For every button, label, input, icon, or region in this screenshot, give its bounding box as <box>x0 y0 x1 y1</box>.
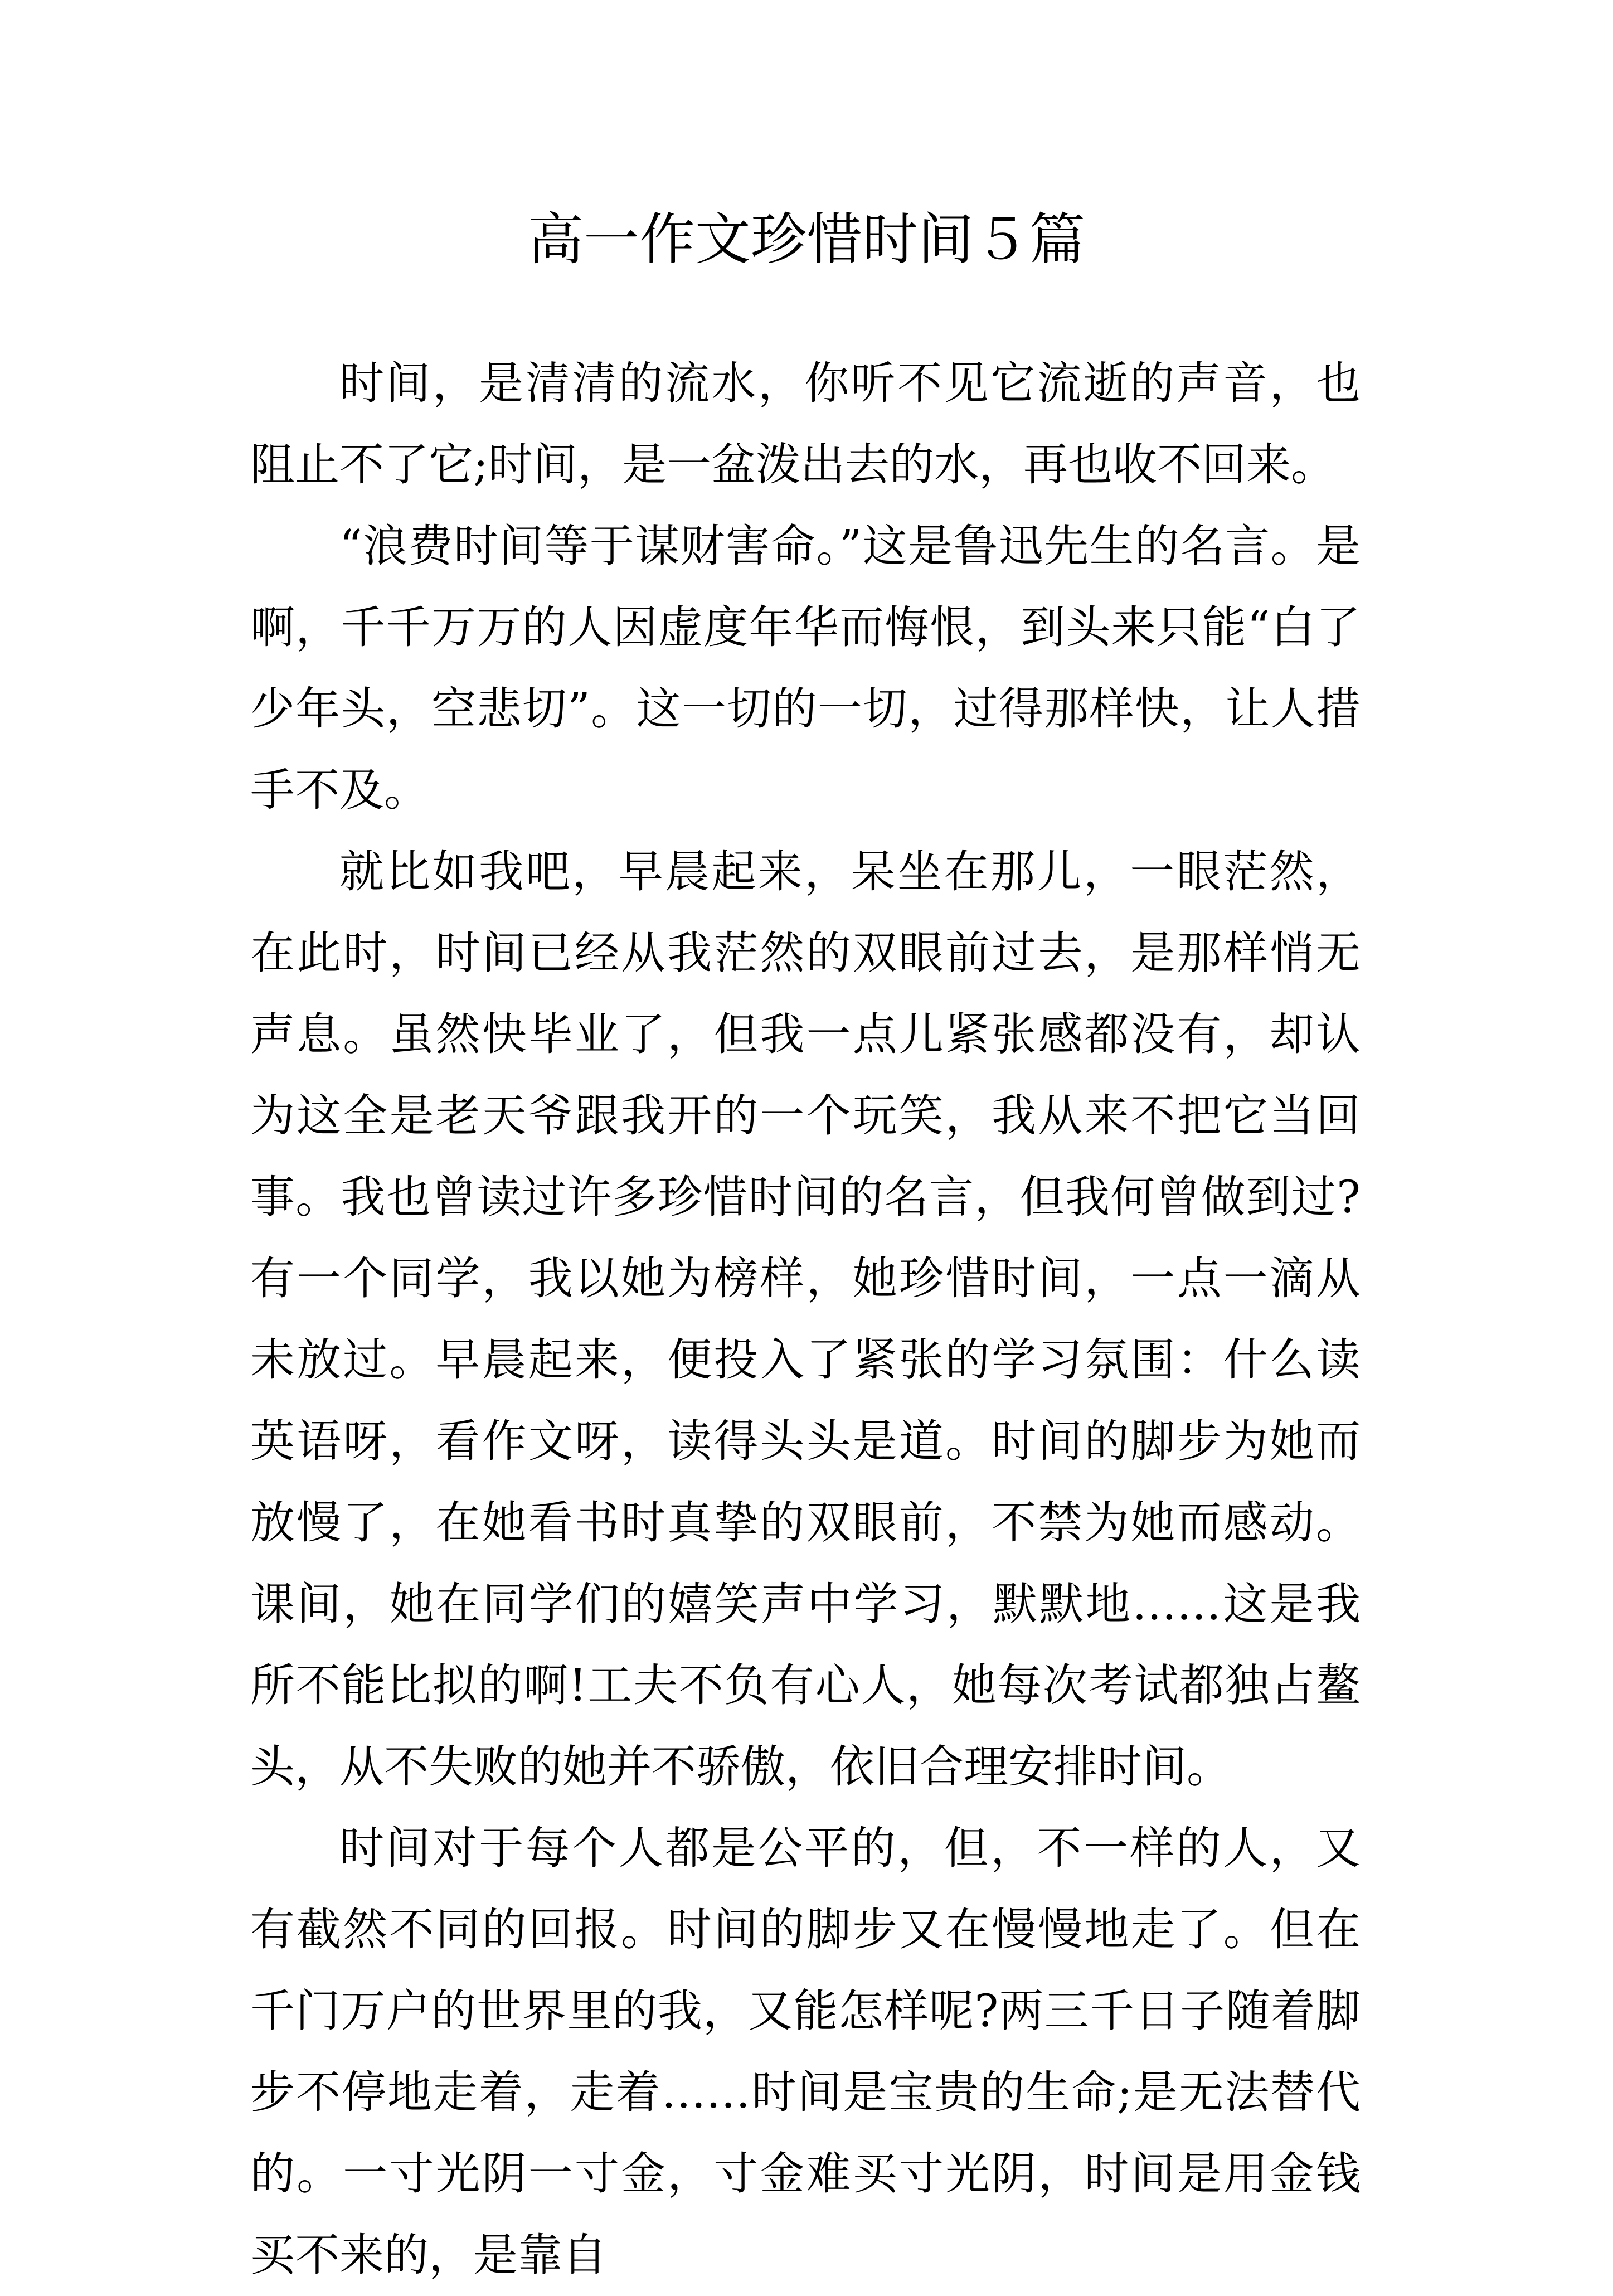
document-title: 高一作文珍惜时间５篇 <box>528 207 1085 272</box>
paragraph: 就比如我吧，早晨起来，呆坐在那儿，一眼茫然，在此时，时间已经从我茫然的双眼前过去，是那样悄无声息。虽然快毕业了，但我一点儿紧张感都没有，却认为这全是老天爷跟我开的一个玩笑，我从来不把它当回事。我也曾读过许多珍惜时间的名言，但我何曾做到过?有一个同学，我以她为榜样，她珍惜时间，一点一滴从未放过。早晨起来，便投入了紧张的学习氛围：什么读英语呀，看作文呀，读得头头是道。时间的脚步为她而放慢了，在她看书时真挚的双眼前，不禁为她而感动。课间，她在同学们的嬉笑声中学习，默默地……这是我所不能比拟的啊!工夫不负有心人，她每次考试都独占鳌头，从不失败的她并不骄傲，依旧合理安排时间。 <box>250 846 1361 1793</box>
document-body <box>250 343 1361 2296</box>
paragraph: 时间，是清清的流水，你听不见它流逝的声音，也阻止不了它;时间，是一盆泼出去的水，再也收不回来。 <box>250 357 1361 491</box>
paragraph: “浪费时间等于谋财害命。”这是鲁迅先生的名言。是啊，千千万万的人因虚度年华而悔恨，到头来只能“白了少年头，空悲切”。这一切的一切，过得那样快，让人措手不及。 <box>250 520 1361 816</box>
paragraph: 时间对于每个人都是公平的，但，不一样的人，又有截然不同的回报。时间的脚步又在慢慢地走了。但在千门万户的世界里的我，又能怎样呢?两三千日子随着脚步不停地走着，走着……时间是宝贵的生命;是无法替代的。一寸光阴一寸金，寸金难买寸光阴，时间是用金钱买不来的，是靠自 <box>250 1822 1361 2281</box>
